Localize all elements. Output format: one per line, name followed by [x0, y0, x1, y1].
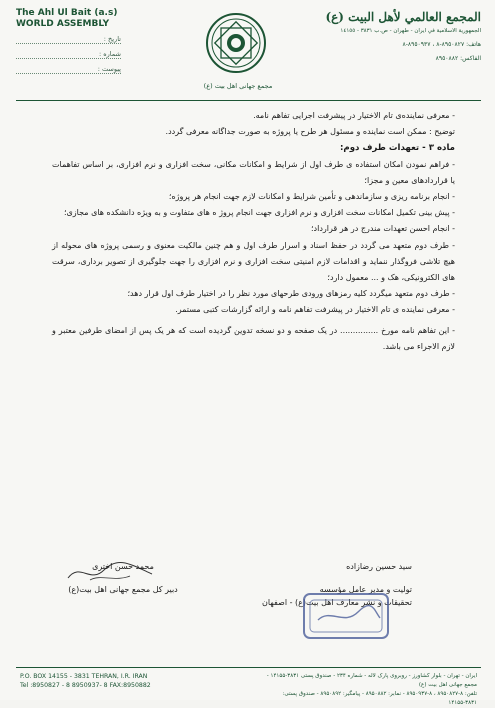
document-body [52, 108, 455, 355]
fax-arabic: الفاكس: ٨٩٥٠٨٨٢ [435, 55, 481, 62]
paragraph: - انجام احسن تعهدات مندرج در هر قرارداد؛ [310, 224, 455, 234]
org-name-arabic: المجمع العالمي لأهل البيت (ع) [325, 10, 481, 24]
date-field: تاریخ : [16, 35, 121, 44]
address-arabic: الجمهورية الاسلامية في ايران - طهران - ص.ب ٣٨٣١ - ١٤١٥٥ [340, 28, 481, 34]
paragraph: - طرف دوم متعهد می گردد در حفظ اسناد و اسرار طرف اول و هم چنین مالکیت معنوی و رسمی پروژه های محوله از هیچ تلاشی فروگذار ننماید و اقدامات لازم امنیتی سخت افزاری و نرم افزاری را جهت جلوگیری از تصویر برداری، سرقت های الکترونیکی، هک و ... معمول دارد؛ [52, 240, 455, 283]
org-name-english-line1: The Ahl Ul Bait (a.s) [16, 8, 118, 18]
signature-block-left [48, 560, 198, 596]
footer-phone-fax: Tel :8950827 - 8 8950937- 8 FAX:8950882 [20, 682, 151, 689]
footer-phone-persian: تلفن: ۸-۸۹۵۰۸۲۷ ، ۸-۸۹۵۰۹۳۷ - نمابر: ۸۹۵۰۸۸۲ - پیامگیر: ۸۹۵۰۸۹۲ - صندوق پستی: ۳۸۳۱-۱۴۱۵۵ [282, 691, 477, 706]
signatory-title-left: دبیر کل مجمع جهانی اهل بیت(ع) [68, 585, 178, 594]
footer-address-persian: ایران - تهران - بلوار کشاورز - روبروی پارک لاله - شماره ۲۳۴ - صندوق پستی ۳۸۳۱-۱۴۱۵۵ - مجمع جهانی اهل بیت (ع) [266, 673, 477, 688]
organization-seal-icon [205, 12, 267, 74]
paragraph: - انجام برنامه ریزی و سازماندهی و تأمین شرایط و امکانات لازم جهت انجام هر پروژه؛ [168, 192, 455, 202]
paragraph: - پیش بینی تکمیل امکانات سخت افزاری و نرم افزاری جهت انجام پروژ ه های متفاوت و به ویژه دانشکده های مجازی؛ [64, 208, 455, 218]
paragraph: - معرفی نماینده‌ی تام الاختیار در پیشرفت اجرایی تفاهم نامه. [253, 111, 455, 120]
letterhead-english [16, 8, 166, 74]
signatory-title-right-1: تولیت و مدیر عامل مؤسسه [319, 585, 412, 594]
official-stamp-icon [300, 590, 392, 642]
seal-caption: مجمع جهانی اهل بیت (ع) [203, 82, 273, 90]
paragraph: - این تفاهم نامه مورخ ............... در یک صفحه و دو نسخه تدوین گردیده است که هر یک پس از امضای طرفین معتبر و لازم الاجراء می باشد. [52, 325, 455, 351]
signatory-name-right: سید حسین رضازاده [346, 562, 412, 571]
section-heading: ماده ۳ - تعهدات طرف دوم: [339, 143, 455, 154]
phone-arabic: هاتف: ٨٩٥٠٨٢٧-٨ ، ٨٩٥٠٩٣٧-٨ [402, 41, 481, 48]
signatory-name-left: محمد حسن اختری [92, 562, 154, 571]
signatory-title-right-2: تحقیقات و نشر معارف اهل بیت(ع) - اصفهان [261, 598, 412, 607]
org-name-english-line2: WORLD ASSEMBLY [16, 19, 110, 29]
letterhead-arabic [321, 10, 481, 62]
attachment-field: پیوست : [16, 65, 121, 74]
paragraph: - فراهم نمودن امکان استفاده ی طرف اول از شرایط و امکانات مکانی، سخت افزاری و نرم افزاری، بر اساس تفاهمات یا قراردادهای معین و مجزا؛ [52, 159, 455, 185]
footer-persian [257, 672, 477, 708]
paragraph: - طرف دوم متعهد میگردد کلیه رمزهای ورودی طرحهای مورد نظر را در اختیار طرف اول قرار دهد؛ [127, 289, 455, 299]
paragraph: - معرفی نماینده ی تام الاختیار در پیشرفت تفاهم نامه و ارائه گزارشات کتبی مستمر. [175, 305, 455, 315]
paragraph: توضیح : ممکن است نماینده و مسئول هر طرح یا پروژه به صورت جداگانه معرفی گردد. [165, 127, 455, 137]
header-divider [16, 100, 481, 101]
footer-divider [16, 667, 481, 668]
number-field: شماره : [16, 50, 121, 59]
footer-pobox: P.O. BOX 14155 - 3831 TEHRAN, I.R. IRAN [20, 673, 148, 680]
footer-english [20, 672, 151, 690]
